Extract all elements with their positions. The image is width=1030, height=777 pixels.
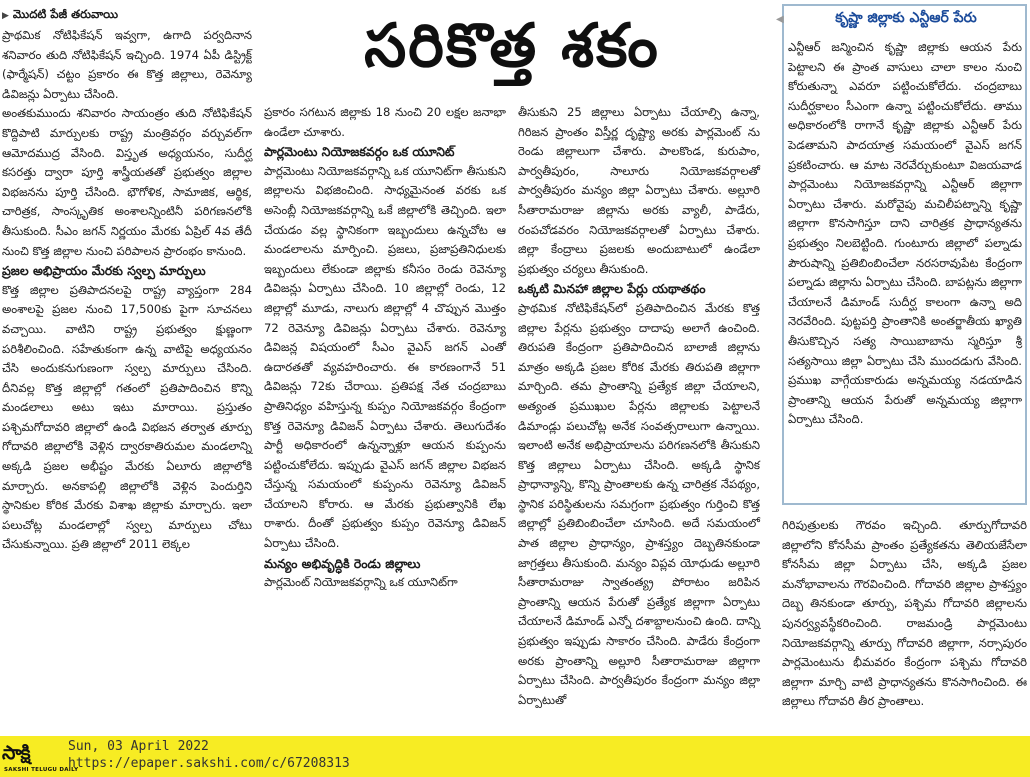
section-subheading: ప్రజల అభిప్రాయం మేరకు స్వల్ప మార్పులు [2, 263, 206, 279]
triangle-icon: ◀ [776, 14, 784, 25]
section-subheading: మన్యం అభివృద్ధికి రెండు జిల్లాలు [264, 555, 421, 571]
article-paragraph: కొత్త జిల్లాల ప్రతిపాదనలపై రాష్ట్ర వ్యాప్తంగా 284 అంశాలపై ప్రజల నుంచి 17,500కు పైగా సూచనలు వచ్చాయి. వాటిని రాష్ట్ర ప్రభుత్వం క్షుణ్ణంగా పరిశీలించింది. సహేతుకంగా ఉన్న వాటిపై అధ్యయనం చేసి అందుకనుగుణంగా స్వల్ప మార్పులు చేసింది. దీనివల్ల కొత్త జిల్లాల్లో గతంలో ప్రతిపాదించిన కొన్ని మండలాలు అటు ఇటు మారాయి. ప్రస్తుతం పశ్చిమగోదావరి జిల్లాలో ఉండి విభజన తర్వాత తూర్పు గోదావరి జిల్లాలోకి వెళ్లిన ద్వారకాతిరుమల మండలాన్ని అక్కడి ప్రజల అభీష్టం మేరకు ఏలూరు జిల్లాలోకి మార్చారు. అనకాపల్లి జిల్లాలోకి వెళ్లిన పెందుర్తిని స్థానికుల కోరిక మేరకు విశాఖ జిల్లాకు మార్చారు. ఇలా పలుచోట్ల మండలాల్లో స్వల్ప మార్పులు చోటు చేసుకున్నాయి. ప్రతి జిల్లాలో 2011 లెక్కల [2, 282, 252, 552]
logo-tagline: SAKSHI TELUGU DAILY [4, 767, 79, 773]
edition-date: Sun, 03 April 2022 [68, 739, 209, 754]
sidebar-heading: కృష్ణా జిల్లాకు ఎన్టీఆర్ పేరు [835, 10, 977, 26]
article-paragraph: తీసుకుని 25 జిల్లాలు ఏర్పాటు చేయాల్సి ఉన్నా, గిరిజన ప్రాంతం విస్తీర్ణ దృష్ట్యా అరకు పార్లమెంట్ ను రెండు జిల్లాలుగా చేశారు. పాలకొండ, కురుపాం, పార్వతీపురం, సాలూరు నియోజకవర్గాలతో పార్వతీపురం మన్యం జిల్లా ఏర్పాటు చేశారు. అల్లూరి సీతారామరాజు జిల్లాను అరకు వ్యాలీ, పాడేరు, రంపచోడవరం నియోజకవర్గాలతో ఏర్పాటు చేశారు. జిల్లా కేంద్రాలు ప్రజలకు అందుబాటులో ఉండేలా ప్రభుత్వం చర్యలు తీసుకుంది. [518, 105, 760, 276]
sakshi-logo[interactable]: సాక్షి [2, 742, 30, 764]
article-paragraph: గిరిపుత్రులకు గౌరవం ఇచ్చింది. తూర్పుగోదావరి జిల్లాలోని కోనసీమ ప్రాంతం ప్రత్యేకతను తెలియజేసేలా కోనసీమ జిల్లా ఏర్పాటు చేసి, అక్కడి ప్రజల మనోభావాలను గౌరవించింది. గోదావరి జిల్లాల ప్రాశస్త్యం దెబ్బ తినకుండా తూర్పు, పశ్చిమ గోదావరి జిల్లాలను పునర్వ్యవస్థీకరించింది. రాజమండ్రి పార్లమెంటు నియోజకవర్గాన్ని తూర్పు గోదావరి జిల్లాగా, నర్సాపురం పార్లమెంటును భీమవరం కేంద్రంగా పశ్చిమ గోదావరి జిల్లాగా మార్చి వాటి ప్రాధాన్యతను కొనసాగించింది. ఈ జిల్లాలు గోదావరి తీర ప్రాంతాలు. [782, 518, 1027, 709]
section-subheading: ఒక్కటి మినహా జిల్లాల పేర్లు యథాతథం [518, 281, 706, 297]
article-column-1 [2, 26, 252, 732]
continuation-label: మొదటి పేజీ తరువాయి [12, 7, 119, 21]
article-paragraph: పార్లమెంట్ నియోజకవర్గాన్ని ఒక యూనిట్‌గా [264, 575, 458, 590]
article-column-2 [264, 103, 506, 590]
article-paragraph: ప్రకారం సగటున జిల్లాకు 18 నుంచి 20 లక్షల జనాభా ఉండేలా చూశారు. [264, 105, 506, 139]
section-subheading: పార్లమెంటు నియోజకవర్గం ఒక యూనిట్ [264, 144, 455, 160]
article-column-3 [518, 103, 760, 733]
continuation-tag [2, 6, 252, 24]
sidebar-column [788, 38, 1022, 500]
triangle-icon: ▶ [2, 11, 9, 21]
article-paragraph: ఎన్టీఆర్ జన్మించిన కృష్ణా జిల్లాకు ఆయన పేరు పెట్టాలని ఈ ప్రాంత వాసులు చాలా కాలం నుంచి కోరుతున్నా ఎవరూ పట్టించుకోలేదు. చంద్రబాబు సుదీర్ఘకాలం సీఎంగా ఉన్నా పట్టించుకోలేదు. తాము అధికారంలోకి రాగానే కృష్ణా జిల్లాకు ఎన్టీఆర్ పేరు పెడతామని పాదయాత్ర సమయంలో వైఎస్ జగన్ ప్రకటించారు. ఆ మాట నెరవేర్చుకుంటూ విజయవాడ పార్లమెంటు నియోజకవర్గాన్ని ఎన్టీఆర్ జిల్లాగా ఏర్పాటు చేశారు. మరోవైపు మచిలీపట్నాన్ని కృష్ణా జిల్లాగా కొనసాగిస్తూ దాని చారిత్రక ప్రాధాన్యతను ప్రభుత్వం నిలబెట్టింది. గుంటూరు జిల్లాలో పల్నాడు పౌరుషాన్ని ప్రతిబింబించేలా నరసరావుపేట కేంద్రంగా పల్నాడు జిల్లాను ఏర్పాటు చేసింది. బాపట్లను జిల్లాగా చేయాలనే డిమాండ్ సుదీర్ఘ కాలంగా ఉన్నా అది నెరవేరింది. పుట్టపర్తి ప్రాంతానికి అంతర్జాతీయ ఖ్యాతి తీసుకొచ్చిన సత్య సాయిబాబాను స్మరిస్తూ శ్రీ సత్యసాయి జిల్లా ఏర్పాటు చేసి ముందడుగు వేసింది. ప్రముఖ వాగ్గేయకారుడు అన్నమయ్య నడయాడిన ప్రాంతాన్ని ఆయన పేరుతో అన్నమయ్య జిల్లాగా ఏర్పాటు చేసింది. [788, 40, 1022, 427]
article-paragraph: ప్రాథమిక నోటిఫికేషన్ ఇవ్వగా, ఉగాది పర్వదినాన శనివారం తుది నోటిఫికేషన్ ఇచ్చింది. 1974 ఏపీ డిస్ట్రిక్ట్ (ఫార్మేషన్) చట్టం ప్రకారం ఈ కొత్త జిల్లాలు, రెవెన్యూ డివిజన్లు ఏర్పాటు చేసింది. [2, 28, 252, 101]
page-headline: సరికొత్త శకం [364, 11, 660, 81]
edition-url[interactable]: https://epaper.sakshi.com/c/67208313 [68, 756, 350, 771]
article-column-4 [782, 516, 1027, 732]
article-paragraph: అంతకుముందు శనివారం సాయంత్రం తుది నోటిఫికేషన్ కొద్దిపాటి మార్పులకు రాష్ట్ర మంత్రివర్గం వర్చువల్‌గా ఆమోదముద్ర వేసింది. విస్తృత అధ్యయనం, సుదీర్ఘ కసరత్తు ద్వారా పూర్తి శాస్త్రీయతతో ప్రభుత్వం జిల్లాల విభజనను పూర్తి చేసింది. భౌగోళిక, సామాజిక, ఆర్థిక, చారిత్రక, సాంస్కృతిక అంశాలన్నింటినీ పరిగణనలోకి తీసుకుంది. సీఎం జగన్ నిర్ణయం మేరకు ఏప్రిల్ 4వ తేదీ నుంచి కొత్త జిల్లాల నుంచి పరిపాలన ప్రారంభం కానుంది. [2, 106, 252, 258]
article-paragraph: ప్రాథమిక నోటిఫికేషన్‌లో ప్రతిపాదించిన మేరకు కొత్త జిల్లాల పేర్లను ప్రభుత్వం దాదాపు అలాగే ఉంచింది. తిరుపతి కేంద్రంగా ప్రతిపాదించిన బాలాజీ జిల్లాను మాత్రం అక్కడి ప్రజల కోరిక మేరకు తిరుపతి జిల్లాగా మార్చింది. తమ ప్రాంతాన్ని ప్రత్యేక జిల్లా చేయాలని, అత్యంత ప్రముఖుల పేర్లను జిల్లాలకు పెట్టాలనే డిమాండ్లు పలుచోట్ల అనేక సంవత్సరాలుగా ఉన్నాయి. ఇలాంటి అనేక అభిప్రాయాలను పరిగణనలోకి తీసుకుని కొత్త జిల్లాలు ఏర్పాటు చేసింది. అక్కడి స్థానిక ప్రాధాన్యాన్ని, కొన్ని ప్రాంతాలకు ఉన్న చారిత్రక నేపథ్యం, స్థానిక పరిస్థితులను సమగ్రంగా ప్రభుత్వం గుర్తించి కొత్త జిల్లాల్లో ప్రతిబింబించేలా చూసింది. అదే సమయంలో పాత జిల్లాల ప్రాధాన్యం, ప్రాశస్త్యం దెబ్బతినకుండా జాగ్రత్తలు తీసుకుంది. మన్యం విప్లవ యోధుడు అల్లూరి సీతారామరాజు స్వాతంత్య్ర పోరాటం జరిపిన ప్రాంతాన్ని ఆయన పేరుతో ప్రత్యేక జిల్లాగా ఏర్పాటు చేయాలనే డిమాండ్ ఎన్నో దశాబ్దాలనుంచి ఉంది. దాన్ని ప్రభుత్వం ఇప్పుడు సాకారం చేసింది. పాడేరు కేంద్రంగా అరకు ప్రాంతాన్ని అల్లూరి సీతారామరాజు జిల్లాగా ఏర్పాటు చేసింది. పార్వతీపురం కేంద్రంగా మన్యం జిల్లా ఏర్పాటుతో [518, 300, 760, 707]
article-paragraph: పార్లమెంటు నియోజకవర్గాన్ని ఒక యూనిట్‌గా తీసుకుని జిల్లాలను విభజించింది. సాధ్యమైనంత వరకు ఒక అసెంబ్లీ నియోజకవర్గాన్ని ఒకే జిల్లాలోకి తెచ్చింది. ఇలా చేయడం వల్ల స్థానికంగా ఇబ్బందులు ఉన్నచోట ఆ మండలాలను మార్పించి. ప్రజలు, ప్రజాప్రతినిధులకు ఇబ్బందులు లేకుండా జిల్లాకు కనీసం రెండు రెవెన్యూ డివిజన్లు ఏర్పాటు చేసింది. 10 జిల్లాల్లో రెండు, 12 జిల్లాల్లో మూడు, నాలుగు జిల్లాల్లో 4 చొప్పున మొత్తం 72 రెవెన్యూ డివిజన్లు ఏర్పాటు చేశారు. రెవెన్యూ డివిజన్ల విషయంలో సీఎం వైఎస్ జగన్ ఎంతో ఉదారతతో వ్యవహరించారు. ఈ కారణంగానే 51 డివిజన్లు 72కు చేరాయి. ప్రతిపక్ష నేత చంద్రబాబు ప్రాతినిధ్యం వహిస్తున్న కుప్పం నియోజకవర్గం కేంద్రంగా కొత్త రెవెన్యూ డివిజన్ ఏర్పాటు చేశారు. తెలుగుదేశం పార్టీ అధికారంలో ఉన్నన్నాళ్లూ ఆయన కుప్పంను పట్టించుకోలేదు. ఇప్పుడు వైఎస్ జగన్ జిల్లాల విభజన చేస్తున్న సమయంలో కుప్పంను రెవెన్యూ డివిజన్ చేయాలని కోరారు. ఆ మేరకు ప్రభుత్వానికి లేఖ రాశారు. దీంతో ప్రభుత్వం కుప్పం రెవెన్యూ డివిజన్ ఏర్పాటు చేసింది. [264, 163, 506, 551]
